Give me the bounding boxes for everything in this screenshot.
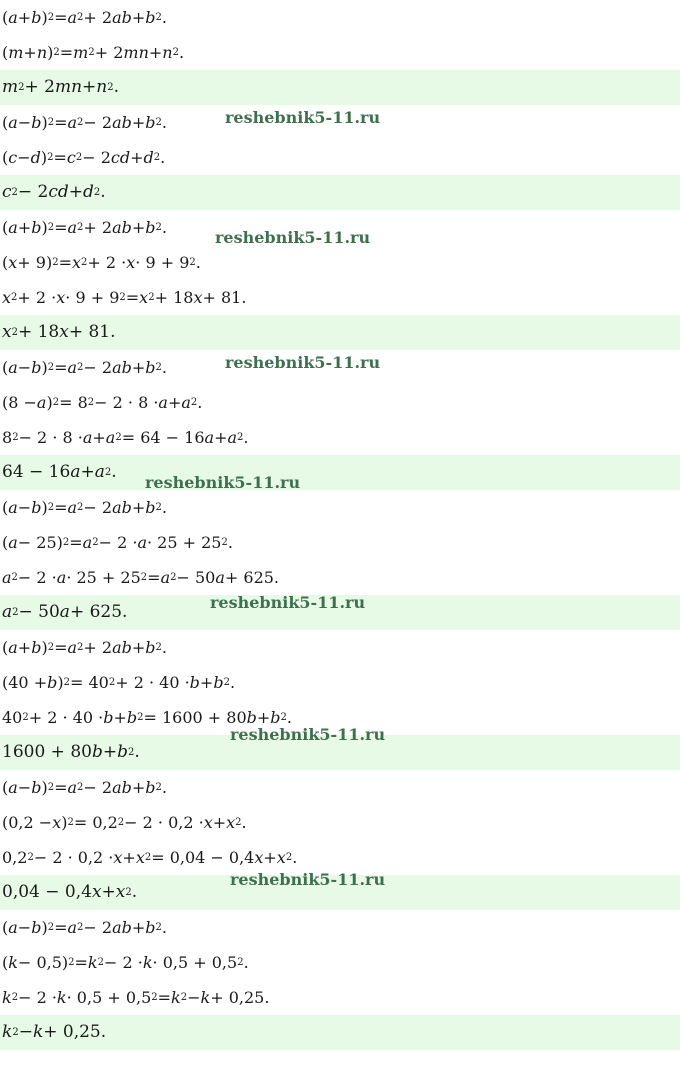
math-line: k 2 − 2 · k · 0,5 + 0,5 2 = k 2 − k + 0,25. [2, 988, 270, 1007]
answer-line: x 2 + 18 x + 81. [0, 315, 680, 350]
math-line: ( a − b ) 2 = a 2 − 2 ab + b 2 . [2, 778, 167, 797]
math-line: ( a − b ) 2 = a 2 − 2 ab + b 2 . [2, 498, 167, 517]
math-line: ( k − 0,5) 2 = k 2 − 2 · k · 0,5 + 0,5 2 . [2, 953, 249, 972]
math-line: ( x + 9) 2 = x 2 + 2 · x · 9 + 9 2 . [2, 253, 201, 272]
answer-line: c 2 − 2 cd + d 2 . [0, 175, 680, 210]
answer-line: 1600 + 80 b + b 2 . [0, 735, 680, 770]
answer-line: m 2 + 2 mn + n 2 . [0, 70, 680, 105]
math-line: 8 2 − 2 · 8 · a + a 2 = 64 − 16 a + a 2 . [2, 428, 249, 447]
answer-line: k 2 − k + 0,25. [0, 1015, 680, 1050]
math-line: ( a − 25) 2 = a 2 − 2 · a · 25 + 25 2 . [2, 533, 233, 552]
math-line: ( a − b ) 2 = a 2 − 2 ab + b 2 . [2, 358, 167, 377]
math-line: ( a + b ) 2 = a 2 + 2 ab + b 2 . [2, 638, 167, 657]
watermark: reshebnik5-11.ru [225, 353, 381, 372]
math-line: 0,2 2 − 2 · 0,2 · x + x 2 = 0,04 − 0,4 x + x 2 . [2, 848, 298, 867]
math-line: ( a − b ) 2 = a 2 − 2 ab + b 2 . [2, 113, 167, 132]
watermark: reshebnik5-11.ru [210, 593, 366, 612]
watermark: reshebnik5-11.ru [215, 228, 371, 247]
math-line: ( a + b ) 2 = a 2 + 2 ab + b 2 . [2, 8, 167, 27]
answer-line: a 2 − 50 a + 625. [0, 595, 680, 630]
answer-line: 0,04 − 0,4 x + x 2 . [0, 875, 680, 910]
math-line: x 2 + 2 · x · 9 + 9 2 = x 2 + 18 x + 81. [2, 288, 247, 307]
answer-line: 64 − 16 a + a 2 . [0, 455, 680, 490]
math-line: (40 + b ) 2 = 40 2 + 2 · 40 · b + b 2 . [2, 673, 236, 692]
watermark: reshebnik5-11.ru [230, 725, 386, 744]
math-line: ( a + b ) 2 = a 2 + 2 ab + b 2 . [2, 218, 167, 237]
watermark: reshebnik5-11.ru [230, 870, 386, 889]
math-line: ( c − d ) 2 = c 2 − 2 cd + d 2 . [2, 148, 166, 167]
math-line: ( a − b ) 2 = a 2 − 2 ab + b 2 . [2, 918, 167, 937]
watermark: reshebnik5-11.ru [225, 108, 381, 127]
math-line: a 2 − 2 · a · 25 + 25 2 = a 2 − 50 a + 625. [2, 568, 280, 587]
watermark: reshebnik5-11.ru [145, 473, 301, 492]
math-line: ( m + n ) 2 = m 2 + 2 mn + n 2 . [2, 43, 185, 62]
math-line: (8 − a ) 2 = 8 2 − 2 · 8 · a + a 2 . [2, 393, 203, 412]
math-line: (0,2 − x ) 2 = 0,2 2 − 2 · 0,2 · x + x 2 . [2, 813, 247, 832]
math-line: 40 2 + 2 · 40 · b + b 2 = 1600 + 80 b + b 2 . [2, 708, 293, 727]
